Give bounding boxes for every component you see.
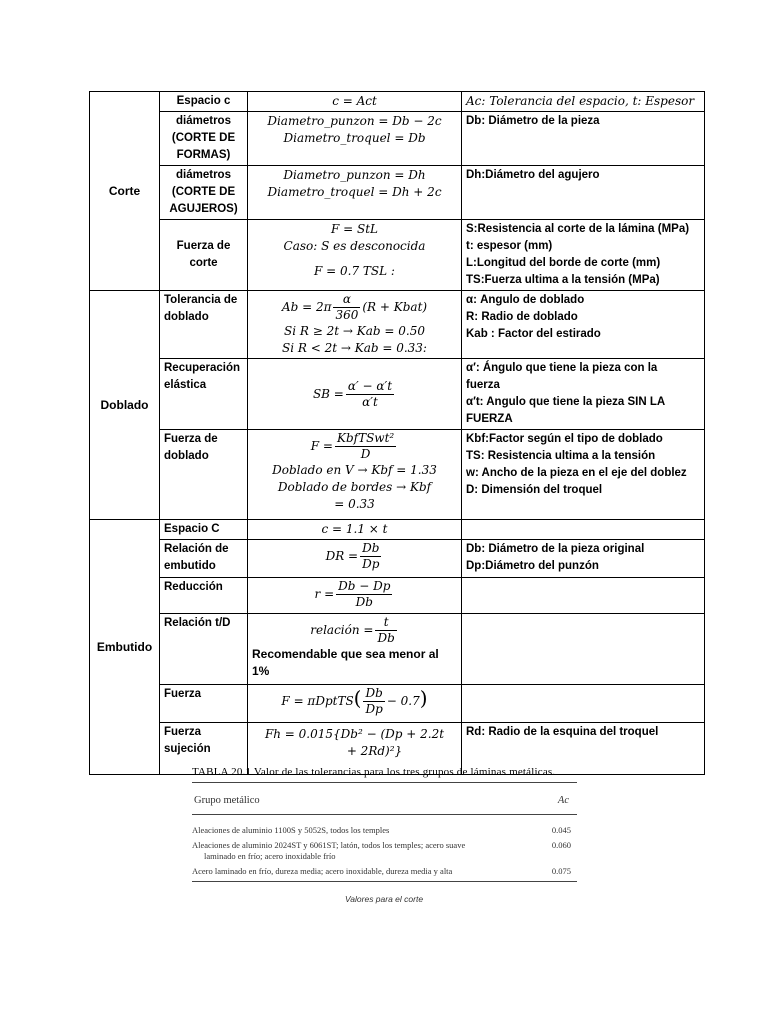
desc-corte-agujeros: Dh:Diámetro del agujero xyxy=(462,166,705,220)
desc-espacio-C xyxy=(462,520,705,540)
caption: Valores para el corte xyxy=(344,894,424,904)
formula-reduccion: r = $\frac{Db - Dp}{Db}$ xyxy=(248,578,462,614)
label-espacio-c: Espacio c xyxy=(160,92,248,112)
label-tolerancia-doblado: Tolerancia de doblado xyxy=(160,291,248,359)
row-relacion-embutido xyxy=(90,540,705,578)
reference-col-group: Grupo metálico xyxy=(194,795,260,806)
formula-relacion-embutido: DR = $\frac{Db}{Dp}$ xyxy=(248,540,462,578)
reference-row-group: Aleaciones de aluminio 1100S y 5052S, todos los temples xyxy=(192,825,390,835)
formula-tolerancia-doblado: Ab = 2π $\frac{\alpha}{360}$ (R + Kbat) Si R ≥ 2t → Kab = 0.50 Si R < 2t → Kab = 0.33: xyxy=(248,291,462,359)
label-corte-formas: diámetros (CORTE DE FORMAS) xyxy=(160,112,248,166)
label-reduccion: Reducción xyxy=(160,578,248,614)
row-fuerza-embutido xyxy=(90,685,705,723)
label-relacion-td: Relación t/D xyxy=(160,614,248,685)
formula-recuperacion-elastica: SB = $\frac{\alpha' - \alpha't}{\alpha't}$ xyxy=(248,359,462,430)
row-corte-agujeros xyxy=(90,166,705,220)
label-recuperacion-elastica: Recuperación elástica xyxy=(160,359,248,430)
formula-fuerza-sujecion: Fh = 0.015{Db² − (Dp + 2.2t + 2Rd)²} xyxy=(248,723,462,775)
desc-relacion-td xyxy=(462,614,705,685)
formula-fuerza-corte: F = StL Caso: S es desconocida F = 0.7 TSL : xyxy=(248,220,462,291)
row-recuperacion-elastica xyxy=(90,359,705,430)
desc-relacion-embutido: Db: Diámetro de la pieza original Dp:Diámetro del punzón xyxy=(462,540,705,578)
group-embutido: Embutido xyxy=(90,520,160,775)
reference-row-value: 0.045 xyxy=(551,825,571,835)
group-doblado: Doblado xyxy=(90,291,160,520)
reference-row xyxy=(192,866,577,877)
desc-recuperacion-elastica: α′: Ángulo que tiene la pieza con la fuerza α′t: Angulo que tiene la pieza SIN LA FUERZA xyxy=(462,359,705,430)
label-fuerza-corte: Fuerza de corte xyxy=(160,220,248,291)
group-corte: Corte xyxy=(90,92,160,291)
row-espacio-c xyxy=(90,92,705,112)
row-fuerza-corte xyxy=(90,220,705,291)
formula-corte-agujeros: Diametro_punzon = Dh Diametro_troquel = Dh + 2c xyxy=(248,166,462,220)
row-relacion-td xyxy=(90,614,705,685)
row-reduccion xyxy=(90,578,705,614)
label-espacio-C: Espacio C xyxy=(160,520,248,540)
formula-espacio-C: c = 1.1 × t xyxy=(248,520,462,540)
formula-fuerza-embutido: F = πDptTS( $\frac{Db}{Dp}$ − 0.7) xyxy=(248,685,462,723)
row-espacio-C xyxy=(90,520,705,540)
reference-body xyxy=(192,815,577,877)
desc-espacio-c: Ac: Tolerancia del espacio, t: Espesor xyxy=(462,92,705,112)
row-corte-formas xyxy=(90,112,705,166)
label-fuerza-doblado: Fuerza de doblado xyxy=(160,430,248,520)
row-fuerza-doblado xyxy=(90,430,705,520)
tolerance-reference-table xyxy=(192,766,577,882)
formula-table xyxy=(89,91,705,775)
desc-fuerza-sujecion: Rd: Radio de la esquina del troquel xyxy=(462,723,705,775)
reference-row xyxy=(192,825,577,836)
formula-relacion-td: relación = $\frac{t}{Db}$ Recomendable que sea menor al 1% xyxy=(248,614,462,685)
row-tolerancia-doblado xyxy=(90,291,705,359)
desc-fuerza-corte: S:Resistencia al corte de la lámina (MPa) t: espesor (mm) L:Longitud del borde de corte (mm) TS:Fuerza ultima a la tensión (MPa) xyxy=(462,220,705,291)
label-corte-agujeros: diámetros (CORTE DE AGUJEROS) xyxy=(160,166,248,220)
reference-title: TABLA 20.1 Valor de las tolerancias para los tres grupos de láminas metálicas. xyxy=(192,766,556,778)
reference-row-group: Aleaciones de aluminio 2024ST y 6061ST; latón, todos los temples; acero suave laminado en frío; acero inoxidable frío xyxy=(192,840,466,861)
reference-row xyxy=(192,840,577,862)
desc-tolerancia-doblado: α: Angulo de doblado R: Radio de doblado Kab : Factor del estirado xyxy=(462,291,705,359)
reference-row-value: 0.060 xyxy=(551,840,571,850)
desc-corte-formas: Db: Diámetro de la pieza xyxy=(462,112,705,166)
formula-fuerza-doblado: F = $\frac{\text{KbfTSwt²}}{D}$ Doblado en V → Kbf = 1.33 Doblado de bordes → Kbf = 0.33 xyxy=(248,430,462,520)
reference-row-group: Acero laminado en frío, dureza media; acero inoxidable, dureza media y alta xyxy=(192,866,453,876)
label-fuerza-sujecion: Fuerza sujeción xyxy=(160,723,248,775)
label-fuerza-embutido: Fuerza xyxy=(160,685,248,723)
desc-fuerza-doblado: Kbf:Factor según el tipo de doblado TS: Resistencia ultima a la tensión w: Ancho de la pieza en el eje del doblez D: Dimensión del troquel xyxy=(462,430,705,520)
label-relacion-embutido: Relación de embutido xyxy=(160,540,248,578)
reference-bottom-rule xyxy=(192,881,577,882)
formula-corte-formas: Diametro_punzon = Db − 2c Diametro_troquel = Db xyxy=(248,112,462,166)
reference-header xyxy=(192,783,577,814)
reference-row-value: 0.075 xyxy=(551,866,571,876)
reference-col-value: Ac xyxy=(557,795,569,806)
desc-reduccion xyxy=(462,578,705,614)
desc-fuerza-embutido xyxy=(462,685,705,723)
formula-espacio-c: c = Act xyxy=(248,92,462,112)
